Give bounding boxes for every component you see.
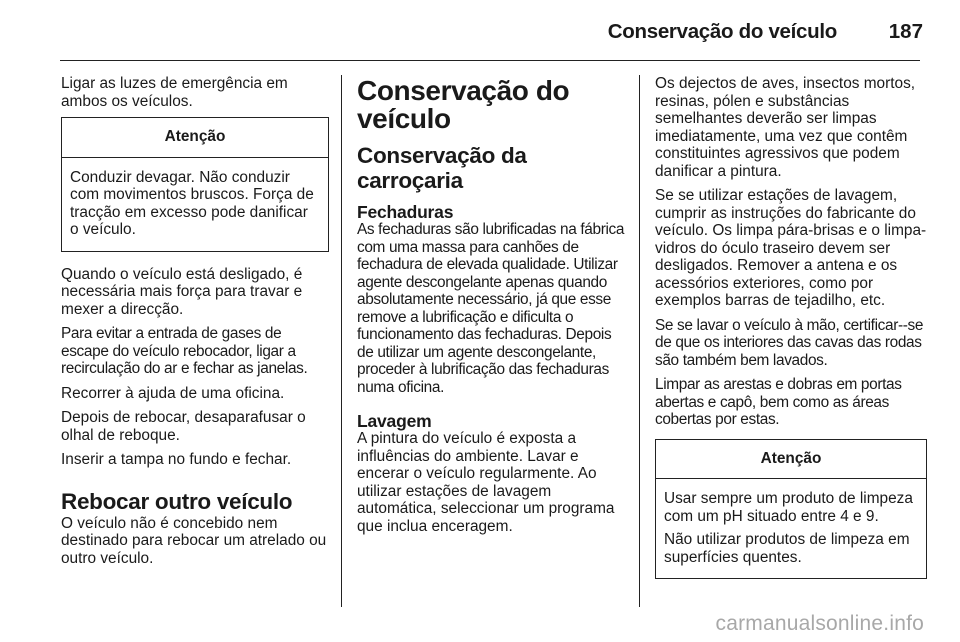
warning-box-cleaning [655, 439, 927, 580]
paragraph-locks: As fechaduras são lubrificadas na fábrica com uma massa para canhões de fechadura de elevada qualidade. Utilizar agente descongelante apenas quando absolutamente necessário, já que esse remove a lubrificação e dificulta o funcionamento das fechaduras. Depois de utilizar um agente descongelante, proceder à lubrificação das fechaduras numa oficina. [357, 221, 625, 396]
warning-text-hot-surfaces: Não utilizar produtos de limpeza em superfícies quentes. [664, 531, 910, 566]
warning-text: Conduzir devagar. Não conduzir com movimentos bruscos. Força de tracção em excesso pode danificar o veículo. [70, 168, 314, 238]
column-right [655, 75, 927, 589]
paragraph-towing-eye: Depois de rebocar, desaparafusar o olhal de reboque. [61, 409, 306, 444]
paragraph-door-edges: Limpar as arestas e dobras em portas abertas e capô, bem como as áreas cobertas por estas. [655, 376, 902, 428]
paragraph-car-wash: Se se utilizar estações de lavagem, cumprir as instruções do fabricante do veículo. Os limpa pára-brisas e o limpa-vidros do óculo traseiro devem ser desligados. Remover a antena e os acessórios exteriores, como por exemplos barras de tejadilho, etc. [655, 187, 927, 309]
paragraph-insert-cap: Inserir a tampa no fundo e fechar. [61, 451, 292, 468]
paragraph-engine-off: Quando o veículo está desligado, é necessária mais força para travar e mexer a direcção. [61, 265, 303, 318]
column-left [61, 75, 329, 574]
section-heading-towing: Rebocar outro veículo [61, 488, 293, 514]
paragraph-exhaust-gases: Para evitar a entrada de gases de escape do veículo rebocador, ligar a recirculação do ar e fechar as janelas. [61, 325, 308, 377]
column-divider-right [639, 75, 640, 607]
subheading-washing: Lavagem [357, 411, 432, 431]
chapter-heading: Conservação do veículo [357, 75, 570, 134]
section-heading-bodywork: Conservação da carroçaria [357, 143, 527, 193]
paragraph-hand-wash: Se se lavar o veículo à mão, certificar--se de que os interiores das cavas das rodas são também bem lavados. [655, 316, 924, 369]
column-divider-left [341, 75, 342, 607]
running-header-title: Conservação do veículo [607, 20, 837, 43]
paragraph-towing-not-intended: O veículo não é concebido nem destinado para rebocar um atrelado ou outro veículo. [61, 514, 327, 567]
column-middle [357, 75, 627, 542]
page-number: 187 [888, 20, 923, 43]
paragraph-hazard-lights: Ligar as luzes de emergência em ambos os veículos. [61, 75, 288, 110]
warning-heading: Atenção [62, 118, 328, 158]
paragraph-washing: A pintura do veículo é exposta a influências do ambiente. Lavar e encerar o veículo regularmente. Ao utilizar estações de lavagem automática, seleccionar um programa que inclua enceragem. [357, 430, 615, 535]
paragraph-bird-droppings: Os dejectos de aves, insectos mortos, resinas, pólen e substâncias semelhantes deverão ser limpas imediatamente, uma vez que contêm constituintes agressivos que podem danificar a pintura. [655, 75, 916, 180]
subheading-locks: Fechaduras [357, 202, 454, 222]
paragraph-workshop: Recorrer à ajuda de uma oficina. [61, 384, 285, 402]
warning-text-ph: Usar sempre um produto de limpeza com um pH situado entre 4 e 9. [664, 490, 913, 525]
watermark-logo: carmanualsonline.info [715, 612, 924, 635]
warning-heading: Atenção [656, 440, 926, 480]
warning-box-drive-slowly [61, 117, 329, 252]
header-rule [60, 60, 920, 61]
